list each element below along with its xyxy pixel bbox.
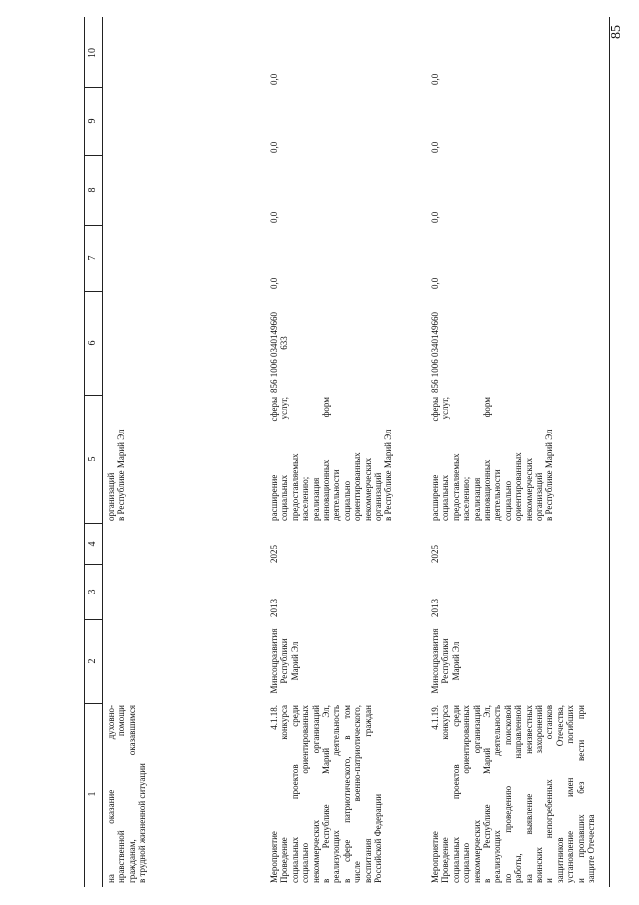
cell-value: 2013 xyxy=(430,599,440,617)
cell-line: защитников Отечества, xyxy=(554,705,565,883)
header-column-divider xyxy=(84,155,102,156)
cell-value: 0,0 xyxy=(430,73,440,85)
cell-line: Мероприятие 4.1.19. xyxy=(430,705,440,883)
table-cell-r3-c1 xyxy=(430,705,597,883)
cell-line: социально xyxy=(502,480,513,521)
cell-value: 0,0 xyxy=(269,73,279,85)
cell-line: и непогребенных останков xyxy=(544,705,555,883)
table-cell-r2-c5 xyxy=(269,397,394,521)
cell-line: на оказание духовно- xyxy=(106,705,116,883)
table-cell-r2-c7 xyxy=(269,227,279,289)
cell-line: организаций xyxy=(106,472,116,521)
column-header-10: 10 xyxy=(87,48,98,58)
table-cell-r3-c2 xyxy=(430,621,461,701)
table-cell-r3-c9 xyxy=(430,89,440,153)
cell-line: реализующих деятельность xyxy=(331,705,342,883)
cell-line: Марий Эл xyxy=(450,641,461,681)
cell-value: 0,0 xyxy=(430,141,440,153)
cell-line: социально ориентированных xyxy=(461,705,472,883)
header-column-divider xyxy=(84,523,102,524)
cell-line: предоставляемых xyxy=(450,453,461,521)
cell-line: социально ориентированных xyxy=(300,705,311,883)
page-number: 85 xyxy=(609,25,624,39)
cell-line: некоммерческих xyxy=(523,457,534,521)
cell-line: Республики xyxy=(279,638,290,684)
table-cell-r3-c3 xyxy=(430,567,440,617)
table-cell-r3-c6 xyxy=(430,293,440,393)
table-cell-r3-c10 xyxy=(430,21,440,85)
cell-line: населению; xyxy=(461,476,472,521)
cell-line: реализация xyxy=(471,477,482,521)
column-header-1: 1 xyxy=(87,791,98,797)
table-cell-r3-c4 xyxy=(430,525,440,563)
cell-line: в Республике Марий Эл, xyxy=(321,705,332,883)
table-top-border xyxy=(84,17,85,887)
header-column-divider xyxy=(84,291,102,292)
cell-line: по проведению поисковой xyxy=(502,705,513,883)
table-cell-r3-c7 xyxy=(430,227,440,289)
cell-line: Российской Федерации xyxy=(373,793,384,883)
cell-line: на выявление неизвестных xyxy=(523,705,534,883)
cell-line: воспитания граждан xyxy=(362,705,373,883)
cell-line: установление имен погибших xyxy=(565,705,576,883)
header-column-divider xyxy=(84,87,102,88)
table-cell-r2-c3 xyxy=(269,567,279,617)
header-column-divider xyxy=(84,395,102,396)
header-column-divider xyxy=(84,564,102,565)
cell-line: в Республике Марий Эл xyxy=(383,429,394,521)
table-cell-r2-c6 xyxy=(269,293,290,393)
cell-line: и пропавших без вести при xyxy=(575,705,586,883)
cell-line: организаций xyxy=(534,472,545,521)
cell-line: инновационных форм xyxy=(482,397,493,521)
cell-line: нравственной помощи xyxy=(116,705,127,883)
header-bottom-border xyxy=(102,17,103,887)
cell-line: в трудной жизненной ситуации xyxy=(137,763,148,883)
cell-line: населению; xyxy=(300,476,311,521)
cell-value: 0,0 xyxy=(269,277,279,289)
column-header-4: 4 xyxy=(87,541,98,547)
cell-line: социальных проектов среди xyxy=(289,705,300,883)
cell-line: 856 1006 0340149660 xyxy=(430,312,440,393)
cell-line: социальных проектов среди xyxy=(450,705,461,883)
column-header-9: 9 xyxy=(87,118,98,124)
cell-value: 2013 xyxy=(269,599,279,617)
cell-value: 0,0 xyxy=(430,277,440,289)
cell-line: Мероприятие 4.1.18. xyxy=(269,705,279,883)
cell-line: реализующих деятельность xyxy=(492,705,503,883)
table-cell-r3-c8 xyxy=(430,157,440,223)
cell-value: 0,0 xyxy=(269,141,279,153)
cell-line: в Республике Марий Эл xyxy=(544,429,555,521)
column-header-5: 5 xyxy=(87,456,98,462)
cell-line: работы, направленной xyxy=(513,705,524,883)
column-header-7: 7 xyxy=(87,255,98,261)
cell-line: организаций xyxy=(373,472,384,521)
cell-line: воинских захоронений xyxy=(534,705,545,883)
cell-line: реализация xyxy=(310,477,321,521)
table-cell-r2-c2 xyxy=(269,621,300,701)
cell-line: деятельности xyxy=(492,469,503,521)
table-cell-r2-c10 xyxy=(269,21,279,85)
column-header-6: 6 xyxy=(87,340,98,346)
cell-line: Республики xyxy=(440,638,451,684)
header-column-divider xyxy=(84,703,102,704)
cell-value: 0,0 xyxy=(269,211,279,223)
cell-value: 0,0 xyxy=(430,211,440,223)
table-cell-r2-c9 xyxy=(269,89,279,153)
cell-line: социальных услуг, xyxy=(440,397,451,521)
column-header-8: 8 xyxy=(87,187,98,193)
cell-line: в Республике Марий Эл, xyxy=(482,705,493,883)
cell-line: ориентированных xyxy=(352,452,363,521)
cell-line: некоммерческих xyxy=(362,457,373,521)
cell-line: некоммерческих организаций xyxy=(310,705,321,883)
cell-line: социально xyxy=(341,480,352,521)
cell-line: в Республике Марий Эл xyxy=(116,429,127,521)
table-cell-r3-c5 xyxy=(430,397,555,521)
table-cell-r2-c4 xyxy=(269,525,279,563)
cell-line: числе военно-патриотического, xyxy=(352,705,363,883)
cell-line: 856 1006 0340149660 xyxy=(269,312,279,393)
cell-line: защите Отечества xyxy=(586,814,597,883)
table-cell-r2-c8 xyxy=(269,157,279,223)
cell-line: инновационных форм xyxy=(321,397,332,521)
cell-line: Проведение конкурса xyxy=(440,705,451,883)
table-cell-r1-c1 xyxy=(106,705,148,883)
column-header-3: 3 xyxy=(87,589,98,595)
header-column-divider xyxy=(84,225,102,226)
column-header-2: 2 xyxy=(87,658,98,664)
cell-line: деятельности xyxy=(331,469,342,521)
cell-line: ориентированных xyxy=(513,452,524,521)
table-cell-r1-c5 xyxy=(106,397,127,521)
cell-line: некоммерческих организаций xyxy=(471,705,482,883)
cell-value: 2025 xyxy=(430,545,440,563)
cell-line: гражданам, оказавшимся xyxy=(126,705,137,883)
cell-line: 633 xyxy=(279,336,290,350)
cell-line: расширение сферы xyxy=(269,397,279,521)
cell-line: социальных услуг, xyxy=(279,397,290,521)
header-column-divider xyxy=(84,619,102,620)
rotated-table xyxy=(84,17,614,887)
table-bottom-border xyxy=(609,17,610,887)
cell-line: расширение сферы xyxy=(430,397,440,521)
cell-line: в сфере патриотического, в том xyxy=(341,705,352,883)
cell-line: Минсоцразвития xyxy=(430,628,440,694)
cell-line: Проведение конкурса xyxy=(279,705,290,883)
cell-line: Марий Эл xyxy=(289,641,300,681)
cell-value: 2025 xyxy=(269,545,279,563)
table-cell-r2-c1 xyxy=(269,705,383,883)
cell-line: Минсоцразвития xyxy=(269,628,279,694)
cell-line: предоставляемых xyxy=(289,453,300,521)
